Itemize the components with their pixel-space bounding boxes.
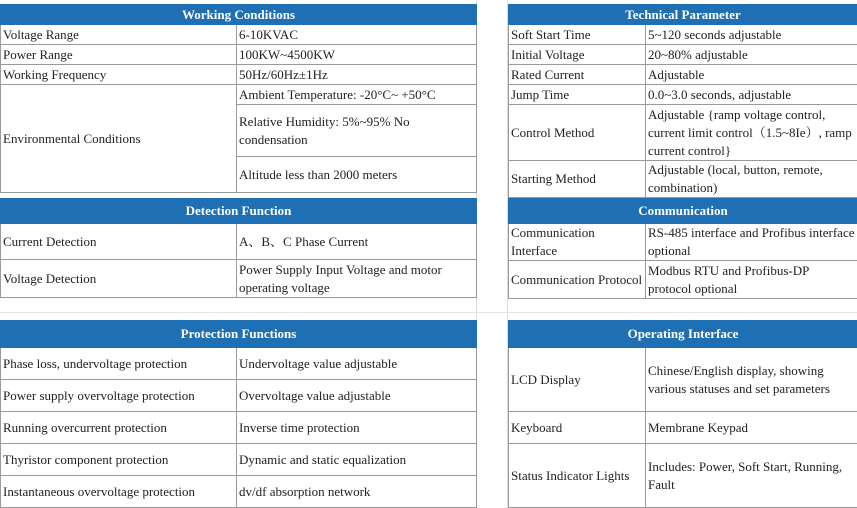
working-conditions-table xyxy=(0,4,477,193)
row-value: Undervoltage value adjustable xyxy=(237,348,477,380)
row-label: Jump Time xyxy=(509,85,646,105)
communication-table xyxy=(508,198,857,299)
row-value: Altitude less than 2000 meters xyxy=(237,157,477,193)
row-label: Power supply overvoltage protection xyxy=(1,380,237,412)
row-label: Communication Interface xyxy=(509,224,646,261)
row-value: A、B、C Phase Current xyxy=(237,224,477,260)
row-label: Power Range xyxy=(1,45,237,65)
row-label: Starting Method xyxy=(509,161,646,198)
row-value: Membrane Keypad xyxy=(646,412,857,444)
row-value: 20~80% adjustable xyxy=(646,45,857,65)
section-header: Operating Interface xyxy=(509,321,857,348)
row-label: Running overcurrent protection xyxy=(1,412,237,444)
section-header: Detection Function xyxy=(1,199,477,224)
row-value: Inverse time protection xyxy=(237,412,477,444)
row-value: Adjustable (local, button, remote, combination) xyxy=(646,161,857,198)
row-value: Modbus RTU and Profibus-DP protocol optional xyxy=(646,261,857,299)
row-label: Environmental Conditions xyxy=(1,85,237,193)
row-label: LCD Display xyxy=(509,348,646,412)
row-label: Current Detection xyxy=(1,224,237,260)
row-label: Voltage Detection xyxy=(1,260,237,298)
row-value: Includes: Power, Soft Start, Running, Fault xyxy=(646,444,857,508)
row-label: Keyboard xyxy=(509,412,646,444)
row-label: Voltage Range xyxy=(1,25,237,45)
section-header: Communication xyxy=(509,199,857,224)
row-value: 6-10KVAC xyxy=(237,25,477,45)
row-label: Working Frequency xyxy=(1,65,237,85)
section-header: Working Conditions xyxy=(1,5,477,25)
row-value: 0.0~3.0 seconds, adjustable xyxy=(646,85,857,105)
row-label: Thyristor component protection xyxy=(1,444,237,476)
row-label: Control Method xyxy=(509,105,646,161)
row-label: Initial Voltage xyxy=(509,45,646,65)
row-value: RS-485 interface and Profibus interface optional xyxy=(646,224,857,261)
row-label: Phase loss, undervoltage protection xyxy=(1,348,237,380)
row-value: 5~120 seconds adjustable xyxy=(646,25,857,45)
row-value: 50Hz/60Hz±1Hz xyxy=(237,65,477,85)
row-label: Rated Current xyxy=(509,65,646,85)
grid-line xyxy=(0,312,857,313)
row-label: Communication Protocol xyxy=(509,261,646,299)
row-value: Overvoltage value adjustable xyxy=(237,380,477,412)
row-value: 100KW~4500KW xyxy=(237,45,477,65)
row-label: Instantaneous overvoltage protection xyxy=(1,476,237,508)
row-value: dv/df absorption network xyxy=(237,476,477,508)
row-label: Soft Start Time xyxy=(509,25,646,45)
row-value: Adjustable {ramp voltage control, current limit control（1.5~8Ie）, ramp current control} xyxy=(646,105,857,161)
operating-interface-table xyxy=(508,320,857,508)
row-value: Relative Humidity: 5%~95% No condensation xyxy=(237,105,477,157)
row-value: Adjustable xyxy=(646,65,857,85)
section-header: Protection Functions xyxy=(1,321,477,348)
row-label: Status Indicator Lights xyxy=(509,444,646,508)
row-value: Power Supply Input Voltage and motor operating voltage xyxy=(237,260,477,298)
section-header: Technical Parameter xyxy=(509,5,857,25)
technical-parameter-table xyxy=(508,4,857,198)
row-value: Chinese/English display, showing various statuses and set parameters xyxy=(646,348,857,412)
row-value: Ambient Temperature: -20°C~ +50°C xyxy=(237,85,477,105)
protection-functions-table xyxy=(0,320,477,508)
detection-function-table xyxy=(0,198,477,298)
row-value: Dynamic and static equalization xyxy=(237,444,477,476)
